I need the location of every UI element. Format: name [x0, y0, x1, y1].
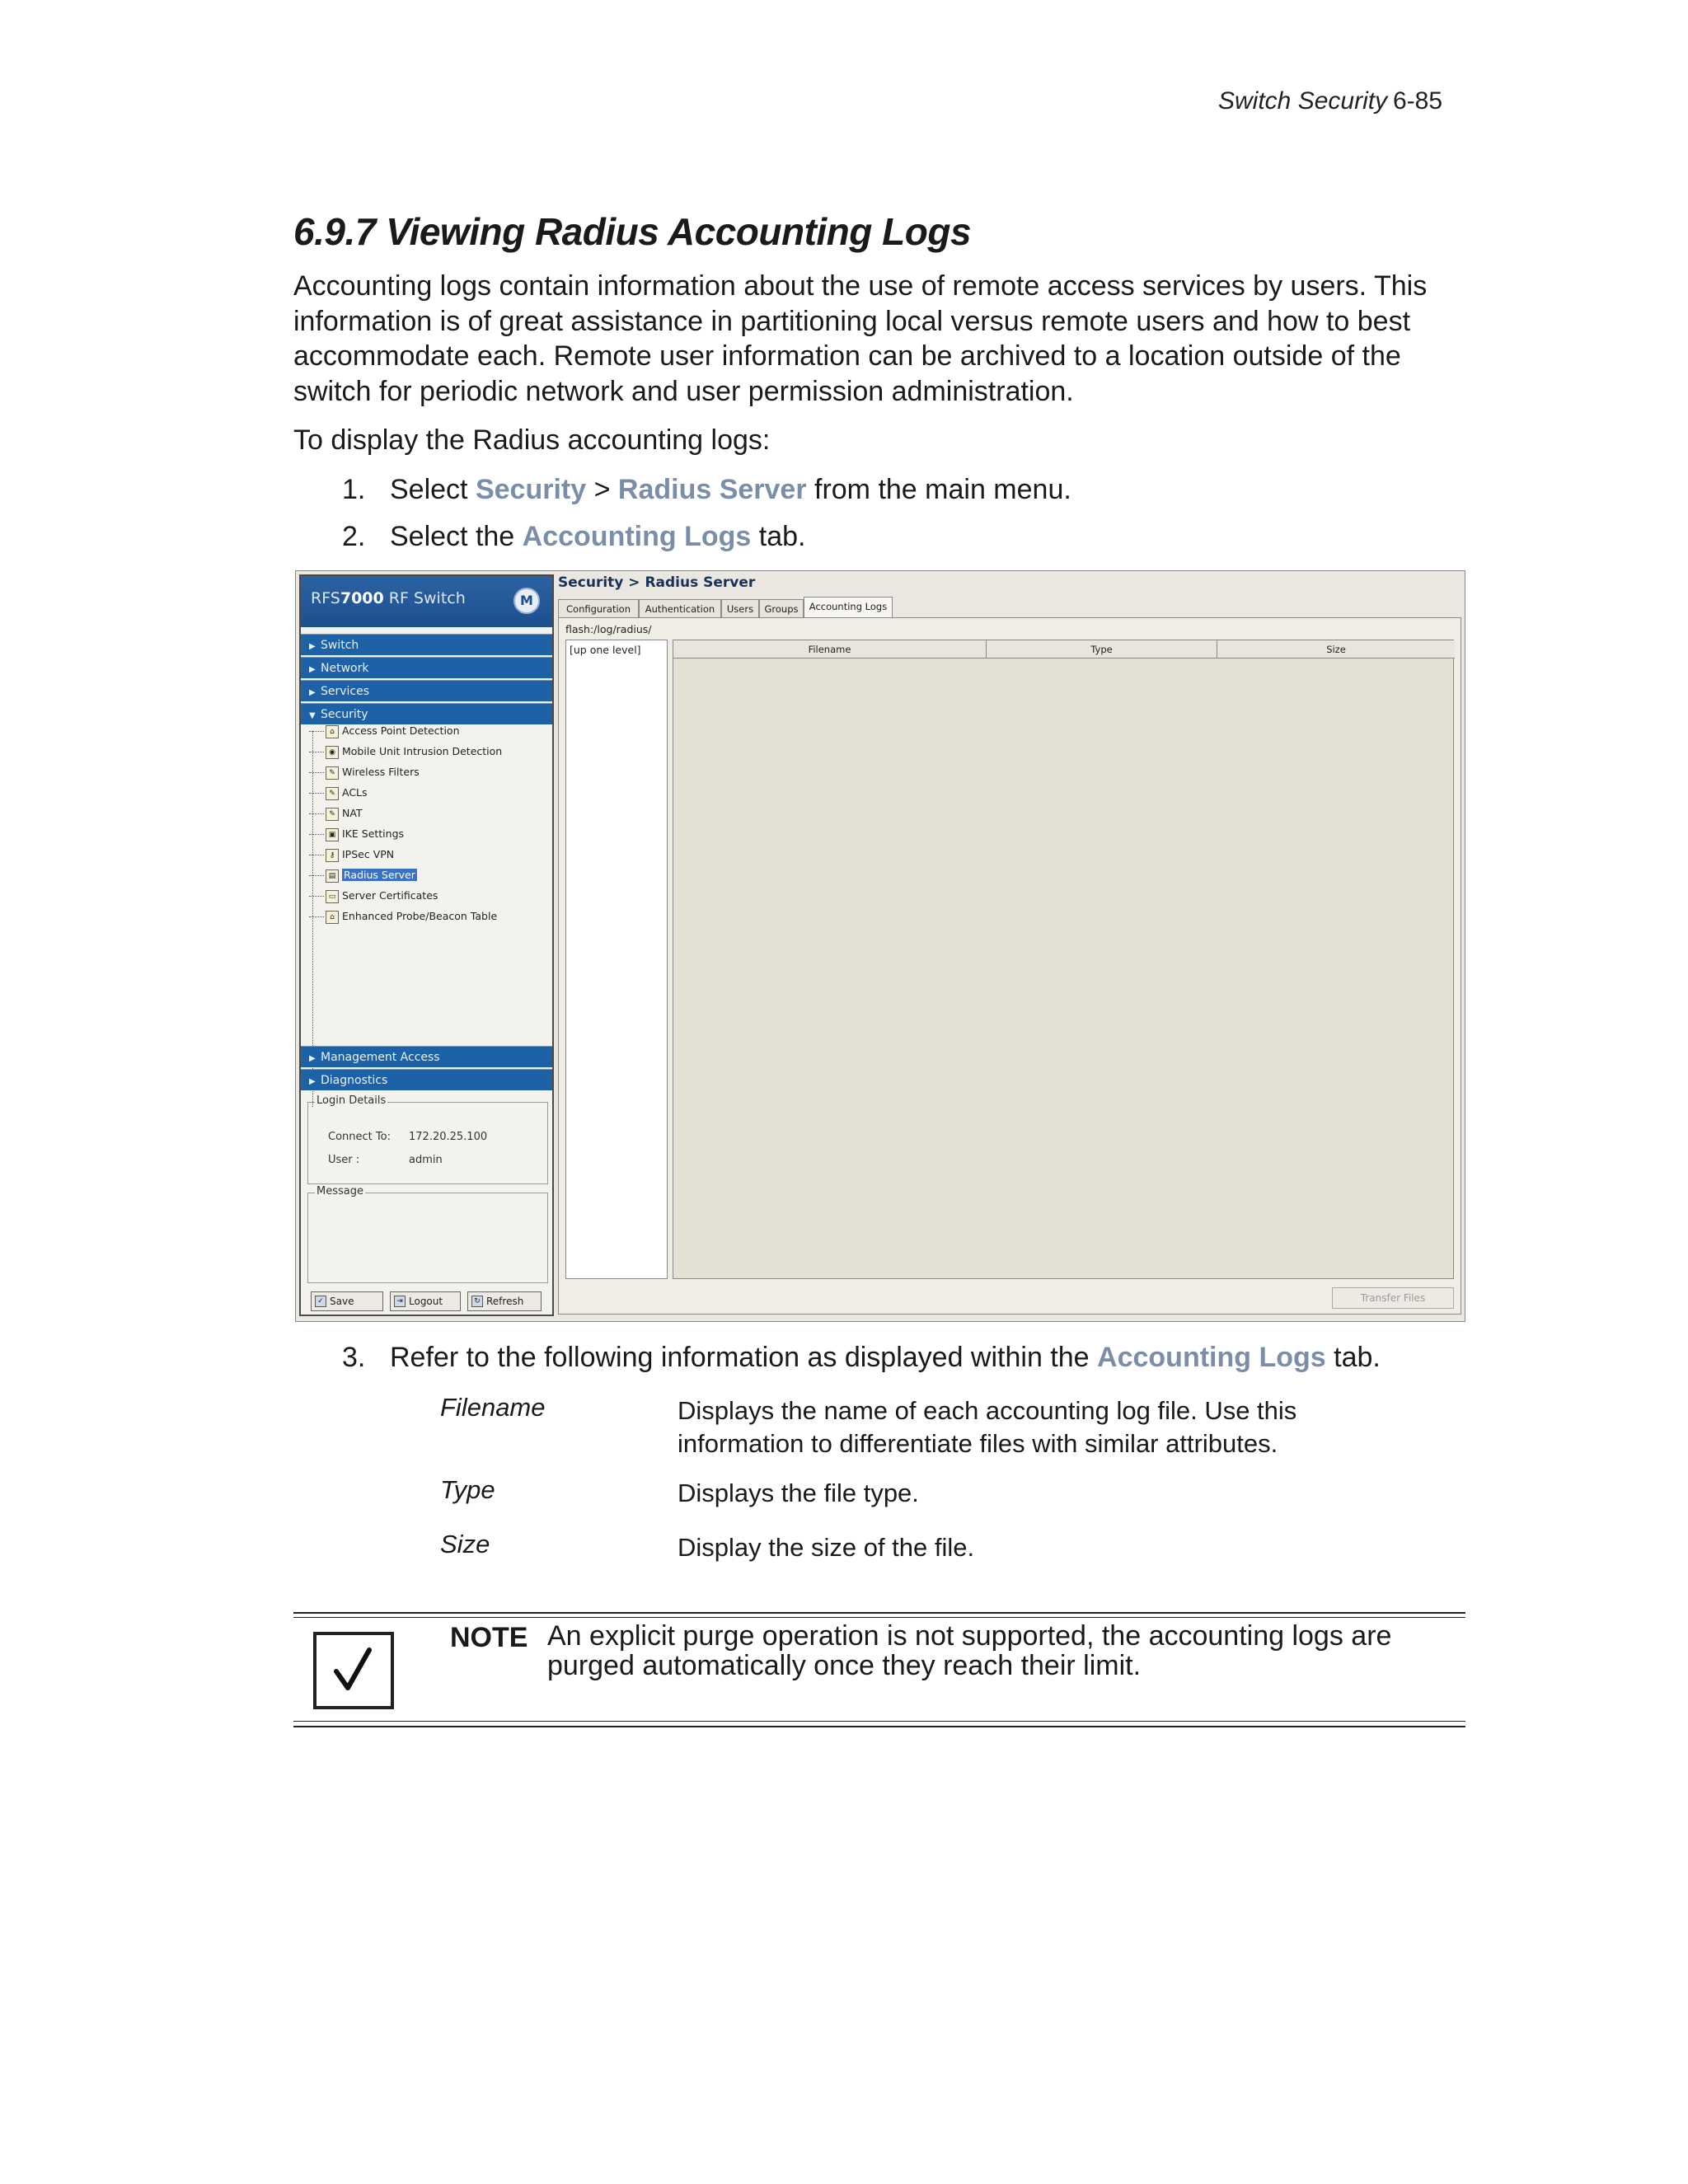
- note-text: An explicit purge operation is not supported, the accounting logs are purged automatically once they reach their limit.: [547, 1620, 1392, 1681]
- refresh-button[interactable]: ↻ Refresh: [467, 1291, 542, 1311]
- app-title: RFS7000 RF Switch: [311, 589, 466, 607]
- intro-paragraph: Accounting logs contain information about the use of remote access services by users. This information is of great assistance in partitioning local versus remote users and how to best accommodate each. Remote user information can be archived to a location outside of the switch for periodic network and user permission administration.: [293, 270, 1428, 407]
- note-bottom-rule-thin: [293, 1721, 1465, 1722]
- accounting-logs-pane: [558, 617, 1461, 1315]
- left-navigation-panel: [299, 574, 554, 1316]
- certificate-icon: ▭: [326, 890, 339, 903]
- lock-icon: ▣: [326, 828, 339, 841]
- file-table[interactable]: [673, 640, 1454, 1279]
- step-text: Select Security > Radius Server from the main menu.: [390, 474, 1071, 505]
- definition-desc-size: Display the size of the file.: [678, 1533, 975, 1562]
- step-number: 1.: [342, 474, 366, 505]
- definition-term-filename: Filename: [440, 1393, 546, 1422]
- transfer-files-button[interactable]: Transfer Files: [1332, 1287, 1454, 1309]
- login-details-group: [307, 1094, 548, 1184]
- step-number: 2.: [342, 521, 366, 552]
- accounting-logs-keyword: Accounting Logs: [522, 521, 752, 552]
- nav-switch[interactable]: ▶ Switch: [301, 634, 552, 655]
- tree-item-radius-server[interactable]: ▤ Radius Server: [309, 865, 417, 885]
- access-point-icon: ⌂: [326, 725, 339, 738]
- note-top-rule: [293, 1612, 1465, 1614]
- login-details-legend: Login Details: [316, 1094, 387, 1107]
- menu-radius-server-link: Radius Server: [617, 474, 807, 505]
- definition-term-type: Type: [440, 1475, 495, 1504]
- definition-term-size: Size: [440, 1530, 490, 1558]
- filter-document-icon: ✎: [326, 766, 339, 780]
- column-type[interactable]: Type: [987, 640, 1217, 658]
- message-group: [307, 1185, 548, 1283]
- logout-icon: ⇥: [394, 1296, 406, 1307]
- running-header-section: Switch Security: [1218, 87, 1388, 115]
- tree-item-ike-settings[interactable]: ▣ IKE Settings: [309, 824, 404, 844]
- save-button[interactable]: ✓ Save: [311, 1291, 383, 1311]
- content-panel: [556, 573, 1463, 1318]
- tab-groups[interactable]: Groups: [759, 599, 804, 617]
- logout-button[interactable]: ⇥ Logout: [390, 1291, 461, 1311]
- tab-authentication[interactable]: Authentication: [639, 599, 721, 617]
- nav-security[interactable]: ▼ Security: [301, 703, 552, 724]
- menu-security-link: Security: [475, 474, 587, 505]
- step-text: Select the Accounting Logs tab.: [390, 521, 806, 552]
- app-header: [301, 576, 552, 627]
- chevron-right-icon: ▶: [309, 1054, 316, 1063]
- column-size[interactable]: Size: [1217, 640, 1455, 658]
- lead-paragraph: To display the Radius accounting logs:: [293, 424, 771, 456]
- refresh-icon: ↻: [471, 1296, 483, 1307]
- step-number: 3.: [342, 1342, 366, 1373]
- nav-diagnostics[interactable]: ▶ Diagnostics: [301, 1069, 552, 1090]
- user-value: admin: [409, 1154, 443, 1166]
- note-bottom-rule: [293, 1726, 1465, 1727]
- nav-network[interactable]: ▶ Network: [301, 657, 552, 678]
- tree-item-mu-intrusion-detection[interactable]: ◉ Mobile Unit Intrusion Detection: [309, 742, 502, 762]
- nav-services[interactable]: ▶ Services: [301, 680, 552, 701]
- directory-list[interactable]: [565, 640, 668, 1279]
- step-text: Refer to the following information as displayed within the Accounting Logs tab.: [390, 1342, 1381, 1373]
- tree-item-enhanced-probe-beacon[interactable]: ⌂ Enhanced Probe/Beacon Table: [309, 907, 497, 926]
- tree-item-nat[interactable]: ✎ NAT: [309, 804, 363, 823]
- chevron-right-icon: ▶: [309, 688, 316, 697]
- chevron-right-icon: ▶: [309, 642, 316, 651]
- save-icon: ✓: [315, 1296, 326, 1307]
- note-label: NOTE: [450, 1622, 528, 1653]
- tab-users[interactable]: Users: [721, 599, 759, 617]
- connect-to-value: 172.20.25.100: [409, 1131, 488, 1143]
- chevron-right-icon: ▶: [309, 665, 316, 674]
- definition-desc-filename: Displays the name of each accounting log file. Use this information to differentiate files with similar attributes.: [678, 1396, 1297, 1458]
- definition-desc-type: Displays the file type.: [678, 1479, 919, 1507]
- user-row: User : admin: [328, 1154, 443, 1166]
- tab-accounting-logs[interactable]: Accounting Logs: [804, 597, 893, 618]
- tree-item-server-certificates[interactable]: ▭ Server Certificates: [309, 886, 438, 906]
- vpn-icon: ⚷: [326, 849, 339, 862]
- current-path: flash:/log/radius/: [565, 623, 652, 635]
- tree-item-access-point-detection[interactable]: ⌂ Access Point Detection: [309, 721, 460, 741]
- column-filename[interactable]: Filename: [673, 640, 987, 658]
- probe-icon: ⌂: [326, 911, 339, 924]
- nat-document-icon: ✎: [326, 808, 339, 821]
- tree-item-ipsec-vpn[interactable]: ⚷ IPSec VPN: [309, 845, 394, 865]
- note-top-rule-thin: [293, 1617, 1465, 1618]
- app-screenshot: [295, 570, 1465, 1322]
- tree-item-wireless-filters[interactable]: ✎ Wireless Filters: [309, 762, 420, 782]
- accounting-logs-keyword: Accounting Logs: [1097, 1342, 1326, 1373]
- section-heading: 6.9.7 Viewing Radius Accounting Logs: [293, 210, 972, 253]
- page-number: 6-85: [1393, 87, 1443, 115]
- chevron-down-icon: ▼: [309, 711, 316, 720]
- panel-title: Security > Radius Server: [558, 574, 756, 591]
- connect-to-row: Connect To: 172.20.25.100: [328, 1131, 488, 1143]
- acl-document-icon: ✎: [326, 787, 339, 800]
- tree-item-acls[interactable]: ✎ ACLs: [309, 783, 368, 803]
- intrusion-detection-icon: ◉: [326, 746, 339, 759]
- motorola-logo-icon: M: [513, 588, 540, 614]
- server-icon: ▤: [326, 869, 339, 883]
- nav-management-access[interactable]: ▶ Management Access: [301, 1046, 552, 1067]
- tab-configuration[interactable]: Configuration: [558, 599, 639, 617]
- note-checkmark-icon: [313, 1632, 394, 1709]
- message-legend: Message: [316, 1185, 363, 1197]
- up-one-level-item[interactable]: [up one level]: [570, 644, 641, 656]
- chevron-right-icon: ▶: [309, 1077, 316, 1086]
